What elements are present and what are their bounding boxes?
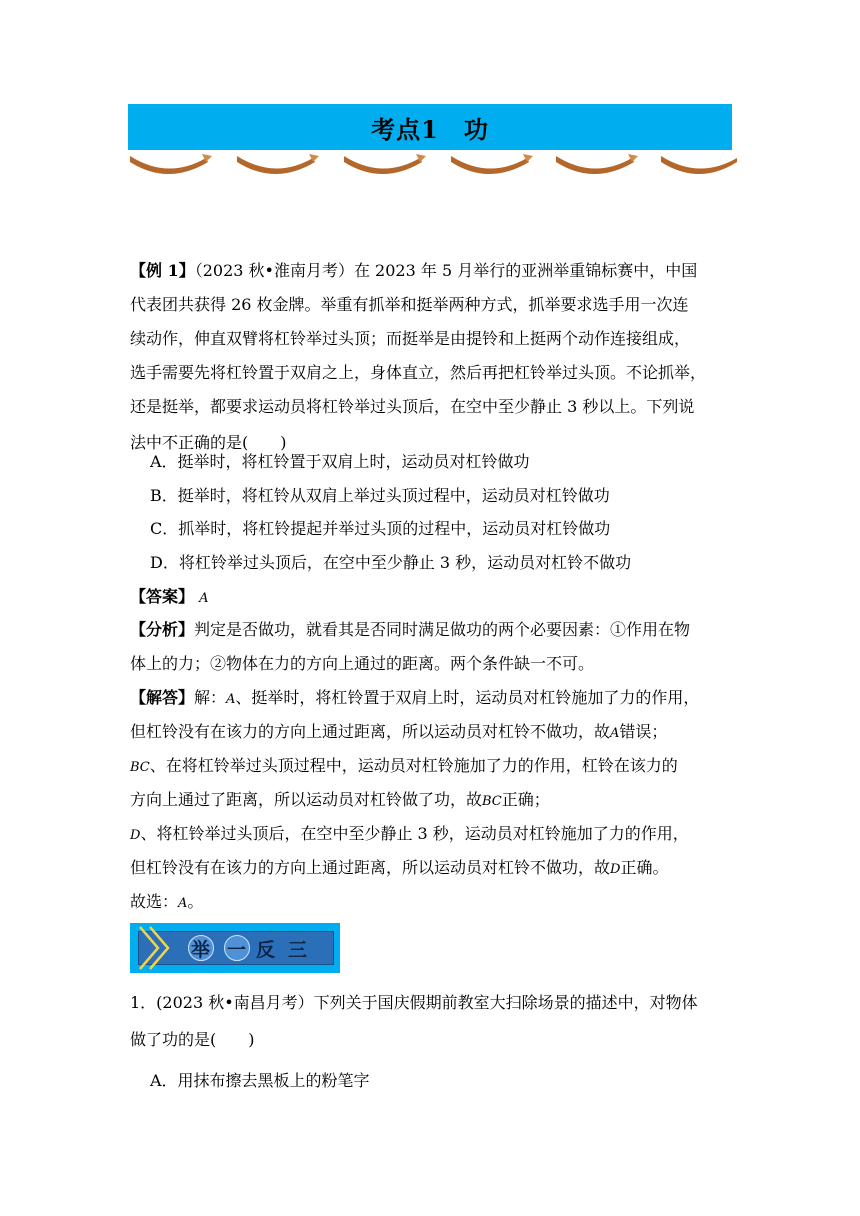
solution-option-ref: BC	[482, 794, 502, 809]
answer-value: A	[199, 591, 209, 606]
solution-text: 解：	[194, 688, 227, 707]
solution-text: 错误；	[619, 722, 668, 741]
option-b: B．挺举时，将杠铃从双肩上举过头顶过程中，运动员对杠铃做功	[150, 486, 610, 505]
example-line-4: 选手需要先将杠铃置于双肩之上，身体直立，然后再把杠铃举过头顶。不论抓举，	[130, 363, 707, 382]
badge-char-3: 反	[256, 939, 276, 961]
solution-text: 正确。	[620, 858, 669, 877]
example-first-line	[130, 258, 697, 281]
example-line-6: 法中不正确的是( )	[130, 433, 287, 452]
badge-char-1: 举	[191, 939, 211, 961]
example-line-2: 代表团共获得 26 枚金牌。举重有抓举和挺举两种方式，抓举要求选手用一次连	[130, 295, 689, 314]
solution-option-ref: A	[610, 726, 620, 741]
option-a: A．挺举时，将杠铃置于双肩上时，运动员对杠铃做功	[150, 452, 530, 471]
example-line-3: 续动作，伸直双臂将杠铃举过头顶；而挺举是由提铃和上挺两个动作连接组成，	[130, 329, 691, 348]
solution-line-5	[130, 821, 689, 844]
solution-line-1	[130, 685, 699, 708]
solution-option-ref: A	[178, 896, 188, 911]
solution-line-7	[130, 889, 203, 912]
solution-text: 正确；	[501, 790, 550, 809]
analysis-text-1: 判定是否做功，就看其是否同时满足做功的两个必要因素：①作用在物	[194, 620, 691, 639]
decorative-swoosh-row	[126, 150, 738, 184]
solution-line-4	[130, 787, 550, 810]
example-source: （2023 秋•淮南月考）	[194, 261, 354, 280]
option-c: C．抓举时，将杠铃提起并举过头顶的过程中，运动员对杠铃做功	[150, 519, 611, 538]
badge-char-2: 一	[227, 939, 247, 961]
analysis-line-2: 体上的力；②物体在力的方向上通过的距离。两个条件缺一不可。	[130, 654, 595, 673]
analysis-line-1	[130, 617, 690, 640]
practice-line-1: 1．(2023 秋•南昌月考）下列关于国庆假期前教室大扫除场景的描述中，对物体	[130, 993, 698, 1012]
solution-option-ref: BC	[130, 760, 150, 775]
solution-line-3	[130, 753, 678, 776]
solution-text: 故选：	[130, 892, 179, 911]
solution-line-6	[130, 855, 668, 878]
practice-line-2: 做了功的是( )	[130, 1030, 255, 1049]
answer-label: 【答案】	[130, 587, 195, 606]
chevron-decoration-icon	[134, 925, 174, 971]
section-title: 考点1 功	[371, 114, 489, 144]
practice-option-a: A．用抹布擦去黑板上的粉笔字	[150, 1071, 370, 1090]
solution-text: 。	[187, 892, 204, 911]
solution-label: 【解答】	[130, 688, 195, 707]
option-d: D．将杠铃举过头顶后，在空中至少静止 3 秒，运动员对杠铃不做功	[150, 553, 632, 572]
solution-text: 但杠铃没有在该力的方向上通过距离，所以运动员对杠铃不做功，故	[130, 722, 611, 741]
solution-text: 方向上通过了距离，所以运动员对杠铃做了功，故	[130, 790, 483, 809]
answer-line	[130, 584, 209, 607]
practice-badge	[130, 923, 340, 973]
solution-text: 、在将杠铃举过头顶过程中，运动员对杠铃施加了力的作用，杠铃在该力的	[149, 756, 678, 775]
solution-option-ref: D	[130, 828, 141, 843]
section-title-bar	[128, 104, 732, 150]
example-line-1: 在 2023 年 5 月举行的亚洲举重锦标赛中，中国	[353, 261, 698, 280]
badge-char-4: 三	[288, 939, 308, 961]
solution-text: 、将杠铃举过头顶后，在空中至少静止 3 秒，运动员对杠铃施加了力的作用，	[140, 824, 689, 843]
solution-line-2	[130, 719, 667, 742]
solution-option-ref: A	[226, 692, 236, 707]
example-label: 【例 1】	[130, 261, 195, 280]
solution-option-ref: D	[610, 862, 621, 877]
analysis-label: 【分析】	[130, 620, 195, 639]
solution-text: 、挺举时，将杠铃置于双肩上时，运动员对杠铃施加了力的作用，	[235, 688, 700, 707]
solution-text: 但杠铃没有在该力的方向上通过距离，所以运动员对杠铃不做功，故	[130, 858, 611, 877]
example-line-5: 还是挺举，都要求运动员将杠铃举过头顶后，在空中至少静止 3 秒以上。下列说	[130, 397, 695, 416]
